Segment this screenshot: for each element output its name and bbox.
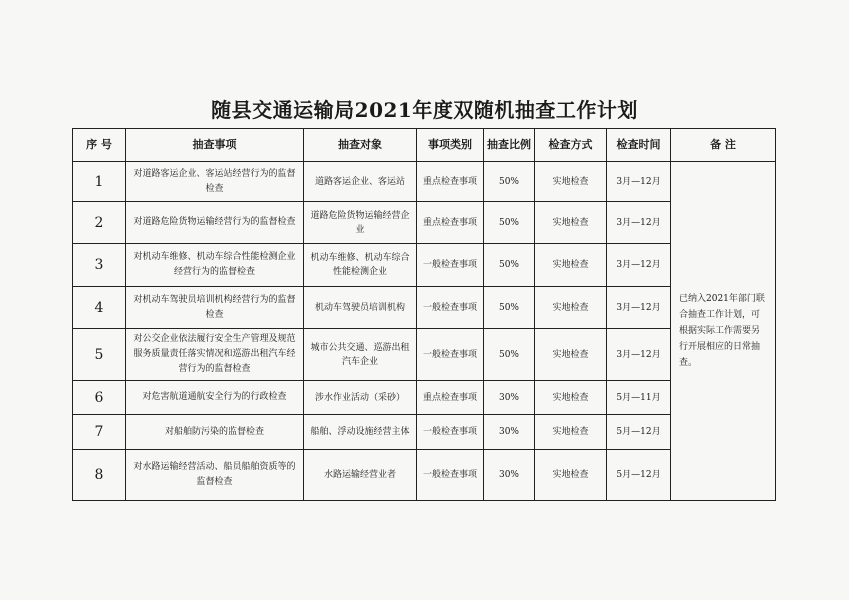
table-row [73,381,776,415]
row-number: 5 [73,329,126,381]
row-number: 2 [73,202,126,244]
header-cell: 检查方式 [535,129,607,162]
inspection-item: 对机动车维修、机动车综合性能检测企业经营行为的监督检查 [126,244,304,287]
inspection-time: 3月—12月 [607,244,671,287]
inspection-item: 对道路客运企业、客运站经营行为的监督检查 [126,162,304,202]
table-row [73,244,776,287]
inspection-plan-table [72,128,776,501]
inspection-ratio: 50% [484,162,535,202]
inspection-time: 3月—12月 [607,287,671,329]
inspection-method: 实地检查 [535,450,607,501]
inspection-ratio: 50% [484,202,535,244]
inspection-item: 对道路危险货物运输经营行为的监督检查 [126,202,304,244]
item-category: 重点检查事项 [417,381,484,415]
row-number: 3 [73,244,126,287]
table-row [73,329,776,381]
table-row [73,287,776,329]
item-category: 一般检查事项 [417,287,484,329]
inspection-ratio: 30% [484,381,535,415]
inspection-target: 涉水作业活动（采砂） [304,381,417,415]
table-row [73,450,776,501]
header-cell: 抽查比例 [484,129,535,162]
inspection-ratio: 50% [484,287,535,329]
inspection-method: 实地检查 [535,244,607,287]
row-number: 4 [73,287,126,329]
inspection-ratio: 50% [484,244,535,287]
inspection-method: 实地检查 [535,415,607,450]
inspection-method: 实地检查 [535,287,607,329]
table-row [73,415,776,450]
inspection-item: 对公交企业依法履行安全生产管理及规范服务质量责任落实情况和巡游出租汽车经营行为的监督检查 [126,329,304,381]
header-cell: 抽查事项 [126,129,304,162]
item-category: 一般检查事项 [417,450,484,501]
inspection-method: 实地检查 [535,329,607,381]
inspection-time: 5月—12月 [607,450,671,501]
inspection-item: 对船舶防污染的监督检查 [126,415,304,450]
inspection-ratio: 50% [484,329,535,381]
table-header-row [73,129,776,162]
inspection-target: 船舶、浮动设施经营主体 [304,415,417,450]
inspection-item: 对水路运输经营活动、船员船舶资质等的监督检查 [126,450,304,501]
header-cell: 备 注 [671,129,776,162]
page-title: 随县交通运输局2021年度双随机抽查工作计划 [211,98,638,122]
row-number: 7 [73,415,126,450]
inspection-time: 3月—12月 [607,329,671,381]
remarks-cell: 已纳入2021年部门联合抽查工作计划，可根据实际工作需要另行开展相应的日常抽查。 [671,162,776,501]
inspection-ratio: 30% [484,450,535,501]
item-category: 重点检查事项 [417,202,484,244]
inspection-time: 3月—12月 [607,202,671,244]
header-cell: 检查时间 [607,129,671,162]
inspection-target: 水路运输经营业者 [304,450,417,501]
inspection-item: 对危害航道通航安全行为的行政检查 [126,381,304,415]
inspection-item: 对机动车驾驶员培训机构经营行为的监督检查 [126,287,304,329]
item-category: 一般检查事项 [417,329,484,381]
inspection-target: 道路危险货物运输经营企业 [304,202,417,244]
table-row [73,202,776,244]
inspection-method: 实地检查 [535,202,607,244]
item-category: 一般检查事项 [417,244,484,287]
header-cell: 抽查对象 [304,129,417,162]
row-number: 8 [73,450,126,501]
inspection-method: 实地检查 [535,381,607,415]
header-cell: 序 号 [73,129,126,162]
inspection-time: 5月—11月 [607,381,671,415]
row-number: 6 [73,381,126,415]
row-number: 1 [73,162,126,202]
inspection-method: 实地检查 [535,162,607,202]
header-cell: 事项类别 [417,129,484,162]
inspection-target: 城市公共交通、巡游出租汽车企业 [304,329,417,381]
inspection-target: 机动车驾驶员培训机构 [304,287,417,329]
inspection-target: 道路客运企业、客运站 [304,162,417,202]
inspection-time: 3月—12月 [607,162,671,202]
inspection-ratio: 30% [484,415,535,450]
inspection-target: 机动车维修、机动车综合性能检测企业 [304,244,417,287]
item-category: 一般检查事项 [417,415,484,450]
table-row [73,162,776,202]
item-category: 重点检查事项 [417,162,484,202]
inspection-time: 5月—12月 [607,415,671,450]
